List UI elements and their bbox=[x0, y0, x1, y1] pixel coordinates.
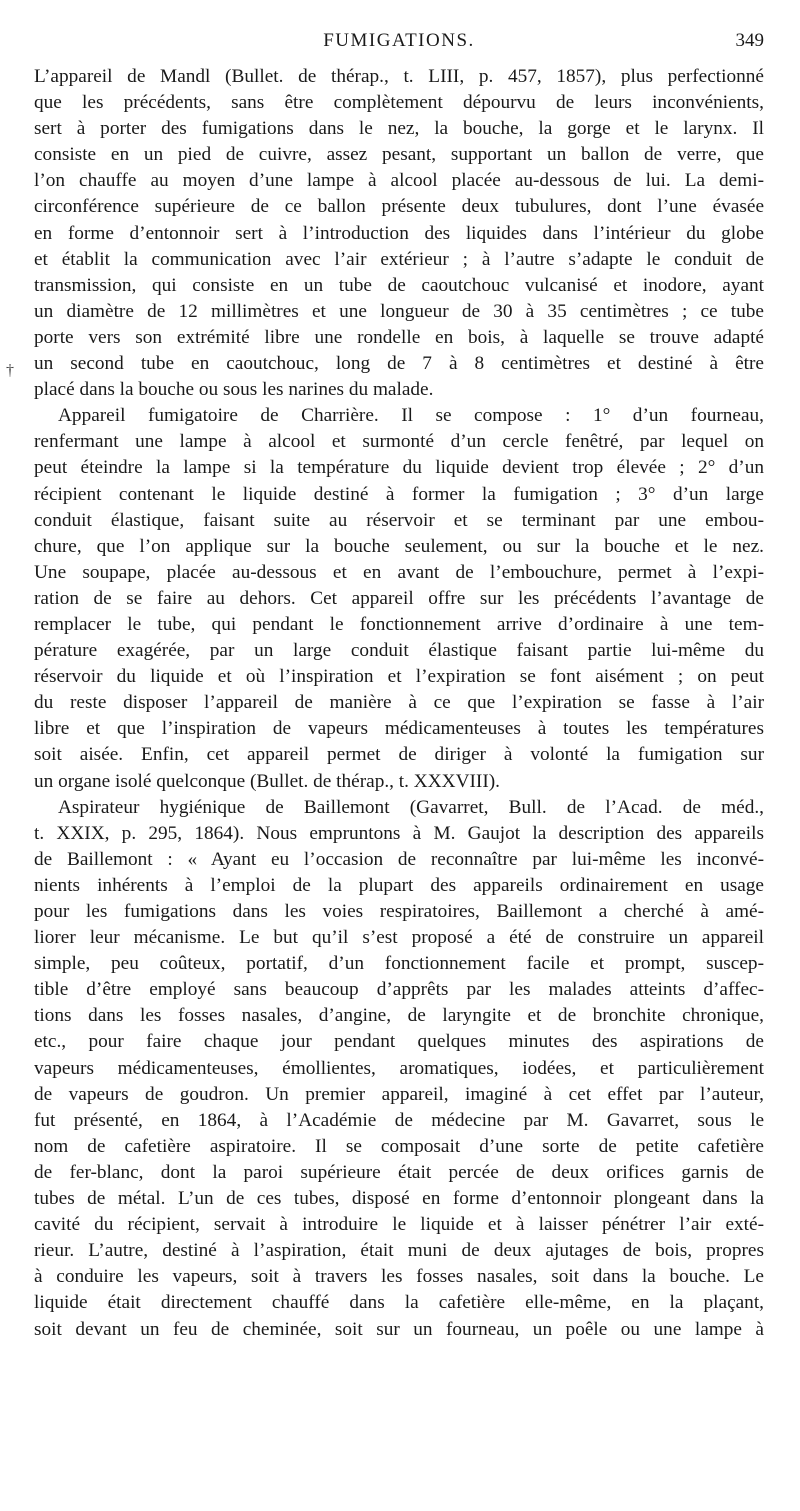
text-line: transmission, qui consiste en un tube de caoutchouc vulcanisé et inodore, ayant bbox=[34, 274, 764, 296]
text-line: ration de se faire au dehors. Cet appareil offre sur les précédents l’avantage de bbox=[34, 587, 764, 609]
body-text bbox=[34, 64, 764, 1343]
text-line: tible d’être employé sans beaucoup d’apprêts par les malades atteints d’affec- bbox=[34, 979, 764, 1001]
text-line: t. XXIX, p. 295, 1864). Nous empruntons à M. Gaujot la description des appareils bbox=[34, 822, 764, 844]
text-line: fut présenté, en 1864, à l’Académie de médecine par M. Gavarret, sous le bbox=[34, 1109, 764, 1131]
text-line: réservoir du liquide et où l’inspiration et l’expiration se font aisément ; on peut bbox=[34, 666, 764, 688]
text-line: vapeurs médicamenteuses, émollientes, aromatiques, iodées, et particulièrement bbox=[34, 1057, 764, 1079]
text-line: un organe isolé quelconque (Bullet. de thérap., t. XXXVIII). bbox=[34, 770, 501, 792]
text-line: porte vers son extrémité libre une rondelle en bois, à laquelle se trouve adapté bbox=[34, 326, 764, 348]
text-line: de vapeurs de goudron. Un premier appareil, imaginé à cet effet par l’auteur, bbox=[34, 1083, 764, 1105]
text-line: etc., pour faire chaque jour pendant quelques minutes des aspirations de bbox=[34, 1031, 764, 1053]
text-line: rieur. L’autre, destiné à l’aspiration, était muni de deux ajutages de bois, propres bbox=[34, 1240, 764, 1262]
text-line: liquide était directement chauffé dans la cafetière elle-même, en la plaçant, bbox=[34, 1292, 764, 1314]
page-number: 349 bbox=[735, 30, 764, 51]
text-line: tubes de métal. L’un de ces tubes, disposé en forme d’entonnoir plongeant dans la bbox=[34, 1188, 764, 1210]
text-line: de fer-blanc, dont la paroi supérieure était percée de deux orifices garnis de bbox=[34, 1161, 764, 1183]
text-line: cavité du récipient, servait à introduire le liquide et à laisser pénétrer l’air exté- bbox=[34, 1214, 764, 1236]
text-line: pérature exagérée, par un large conduit élastique faisant partie lui-même du bbox=[34, 640, 764, 662]
text-line: circonférence supérieure de ce ballon présente deux tubulures, dont l’une évasée bbox=[34, 196, 764, 218]
text-line: du reste disposer l’appareil de manière à ce que l’expiration se fasse à l’air bbox=[34, 692, 764, 714]
text-line: un diamètre de 12 millimètres et une longueur de 30 à 35 centimètres ; ce tube bbox=[34, 300, 764, 322]
text-line: renfermant une lampe à alcool et surmonté d’un cercle fenêtré, par lequel on bbox=[34, 431, 764, 453]
text-line: et établit la communication avec l’air extérieur ; à l’autre s’adapte le conduit de bbox=[34, 248, 764, 270]
text-line: nients inhérents à l’emploi de la plupart des appareils ordinairement en usage bbox=[34, 874, 764, 896]
text-line: chure, que l’on applique sur la bouche seulement, ou sur la bouche et le nez. bbox=[34, 535, 764, 557]
text-line: tions dans les fosses nasales, d’angine, de laryngite et de bronchite chronique, bbox=[34, 1005, 764, 1027]
text-line: conduit élastique, faisant suite au réservoir et se terminant par une embou- bbox=[34, 509, 764, 531]
margin-mark: † bbox=[6, 362, 14, 379]
text-line: en forme d’entonnoir sert à l’introduction des liquides dans l’intérieur du globe bbox=[34, 222, 764, 244]
text-line: pour les fumigations dans les voies respiratoires, Baillemont a cherché à amé- bbox=[34, 901, 764, 922]
text-line: consiste en un pied de cuivre, assez pesant, supportant un ballon de verre, que bbox=[34, 144, 764, 166]
text-line: à conduire les vapeurs, soit à travers les fosses nasales, soit dans la bouche. Le bbox=[34, 1266, 764, 1288]
text-line: remplacer le tube, qui pendant le fonctionnement arrive d’ordinaire à une tem- bbox=[34, 613, 764, 635]
text-line: Aspirateur hygiénique de Baillemont (Gavarret, Bull. de l’Acad. de méd., bbox=[58, 796, 764, 818]
text-line: soit devant un feu de cheminée, soit sur un fourneau, un poêle ou une lampe à bbox=[34, 1318, 764, 1340]
text-line: l’on chauffe au moyen d’une lampe à alcool placée au-dessous de lui. La demi- bbox=[34, 170, 764, 192]
text-line: sert à porter des fumigations dans le nez, la bouche, la gorge et le larynx. Il bbox=[34, 118, 764, 140]
text-line: Appareil fumigatoire de Charrière. Il se compose : 1° d’un fourneau, bbox=[58, 405, 764, 427]
text-line: libre et que l’inspiration de vapeurs médicamenteuses à toutes les températures bbox=[34, 718, 764, 740]
text-line: simple, peu coûteux, portatif, d’un fonctionnement facile et prompt, suscep- bbox=[34, 953, 764, 975]
text-line: Une soupape, placée au-dessous et en avant de l’embouchure, permet à l’expi- bbox=[34, 561, 764, 583]
text-line: de Baillemont : « Ayant eu l’occasion de reconnaître par lui-même les inconvé- bbox=[34, 848, 764, 870]
text-line: que les précédents, sans être complètement dépourvu de leurs inconvénients, bbox=[34, 92, 764, 114]
text-line: nom de cafetière aspiratoire. Il se composait d’une sorte de petite cafetière bbox=[34, 1135, 764, 1157]
text-line: un second tube en caoutchouc, long de 7 à 8 centimètres et destiné à être bbox=[34, 353, 764, 375]
page-header bbox=[34, 30, 764, 60]
text-line: récipient contenant le liquide destiné à former la fumigation ; 3° d’un large bbox=[34, 483, 764, 505]
running-title: FUMIGATIONS. bbox=[323, 30, 475, 51]
text-line: liorer leur mécanisme. Le but qu’il s’est proposé a été de construire un appareil bbox=[34, 927, 764, 949]
text-line: L’appareil de Mandl (Bullet. de thérap., t. LIII, p. 457, 1857), plus perfectionné bbox=[34, 66, 764, 87]
text-line: placé dans la bouche ou sous les narines du malade. bbox=[34, 379, 434, 401]
text-line: soit aisée. Enfin, cet appareil permet de diriger à volonté la fumigation sur bbox=[34, 744, 764, 766]
text-line: peut éteindre la lampe si la température du liquide devient trop élevée ; 2° d’un bbox=[34, 457, 764, 479]
